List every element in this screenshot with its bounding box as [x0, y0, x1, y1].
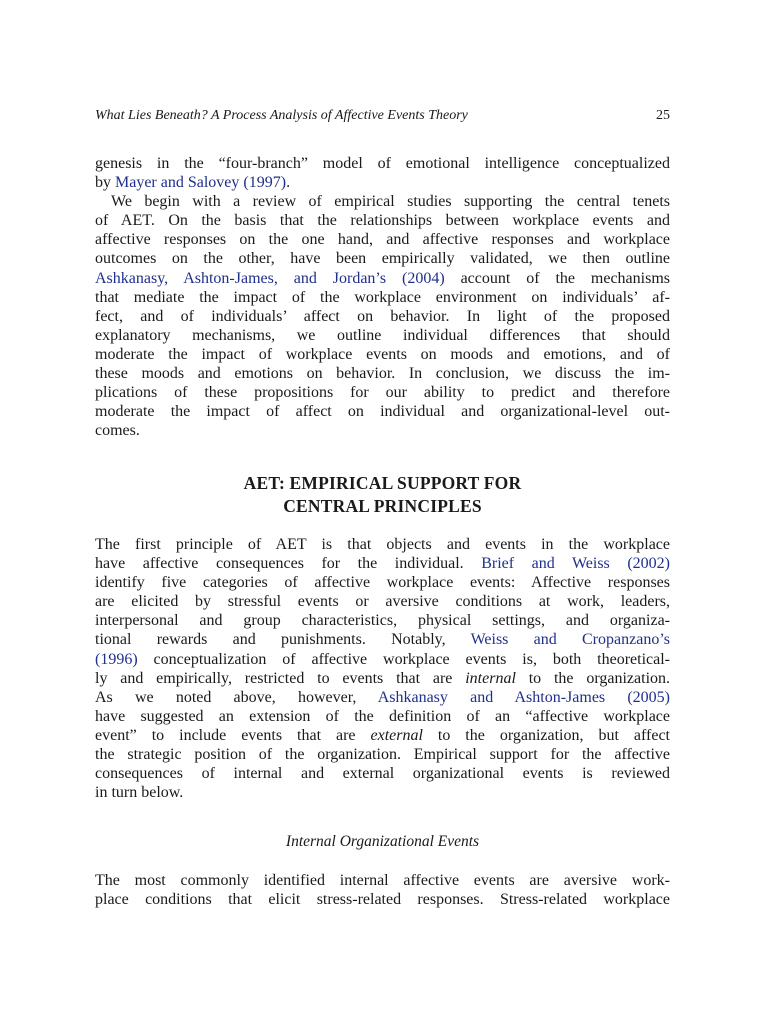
text-span: to the organization, but affect — [422, 726, 670, 744]
text-line: place conditions that elicit stress-related responses. Stress-related workplace — [95, 891, 670, 909]
text-line: explanatory mechanisms, we outline individual differences that should — [95, 326, 670, 344]
running-head-title: What Lies Beneath? A Process Analysis of Affective Events Theory — [95, 108, 468, 123]
intro-paragraphs — [95, 154, 670, 440]
text-span: by — [95, 174, 115, 192]
text-line: moderate the impact of workplace events on moods and emotions, and of — [95, 345, 670, 363]
text-line — [95, 630, 670, 649]
subsection-heading: Internal Organizational Events — [285, 833, 480, 850]
text-line — [95, 688, 670, 707]
emphasis: external — [370, 726, 423, 744]
text-line: outcomes on the other, have been empirically validated, we then outline — [95, 250, 670, 268]
text-line: The most commonly identified internal affective events are aversive work- — [95, 872, 670, 889]
text-span: tional rewards and punishments. Notably, — [95, 631, 471, 649]
text-span: have affective consequences for the individual. — [95, 555, 482, 573]
text-span: . — [286, 174, 291, 192]
text-span: to the organization. — [515, 669, 671, 687]
text-line — [95, 726, 670, 745]
text-line: plications of these propositions for our ability to predict and therefore — [95, 384, 670, 402]
emphasis: internal — [465, 669, 516, 687]
text-span: event” to include events that are — [95, 726, 371, 744]
text-line: genesis in the “four-branch” model of emotional intelligence conceptualized — [95, 155, 670, 172]
text-span: ly and empirically, restricted to events that are — [95, 669, 466, 687]
text-line — [95, 173, 670, 192]
citation-link[interactable]: Weiss and Cropanzano’s — [470, 631, 670, 649]
text-line: these moods and emotions on behavior. In conclusion, we discuss the im- — [95, 365, 670, 383]
text-span: account of the mechanisms — [444, 269, 670, 287]
citation-link[interactable]: Ashkanasy and Ashton-James (2005) — [377, 688, 670, 706]
text-line: the strategic position of the organization. Empirical support for the affective — [95, 746, 670, 764]
text-line — [95, 554, 670, 573]
citation-link[interactable]: Mayer and Salovey (1997) — [115, 174, 287, 192]
text-line: interpersonal and group characteristics, physical settings, and organiza- — [95, 612, 670, 630]
text-line: We begin with a review of empirical studies supporting the central tenets — [111, 193, 670, 211]
text-line: moderate the impact of affect on individual and organizational-level out- — [95, 403, 670, 421]
text-line — [95, 650, 670, 669]
text-line: that mediate the impact of the workplace environment on individuals’ af- — [95, 288, 670, 306]
text-line: in turn below. — [95, 784, 184, 802]
citation-link[interactable]: Brief and Weiss (2002) — [481, 555, 670, 573]
section-heading-line: AET: EMPIRICAL SUPPORT FOR — [243, 473, 522, 493]
text-line: of AET. On the basis that the relationships between workplace events and — [95, 212, 670, 230]
text-line: The first principle of AET is that objects and events in the workplace — [95, 536, 670, 553]
subsection-paragraph — [95, 871, 670, 909]
page-number: 25 — [656, 108, 670, 123]
section-heading — [95, 472, 670, 518]
text-line: identify five categories of affective workplace events: Affective responses — [95, 574, 670, 592]
section-heading-line: CENTRAL PRINCIPLES — [283, 496, 482, 516]
text-line — [95, 669, 670, 688]
text-span: conceptualization of affective workplace events is, both theoretical- — [137, 650, 670, 668]
text-line: consequences of internal and external organizational events is reviewed — [95, 765, 670, 783]
text-line: comes. — [95, 422, 140, 440]
section-paragraph — [95, 535, 670, 802]
text-line: fect, and of individuals’ affect on behavior. In light of the proposed — [95, 307, 670, 325]
text-line: have suggested an extension of the definition of an “affective workplace — [95, 707, 670, 725]
text-span: As we noted above, however, — [95, 688, 378, 706]
text-line: affective responses on the one hand, and affective responses and workplace — [95, 231, 670, 249]
text-line: are elicited by stressful events or aversive conditions at work, leaders, — [95, 593, 670, 611]
running-head — [95, 108, 670, 124]
citation-link[interactable]: Ashkanasy, Ashton-James, and Jordan’s (2004) — [95, 269, 445, 287]
citation-link[interactable]: (1996) — [95, 650, 138, 668]
text-line — [95, 269, 670, 288]
